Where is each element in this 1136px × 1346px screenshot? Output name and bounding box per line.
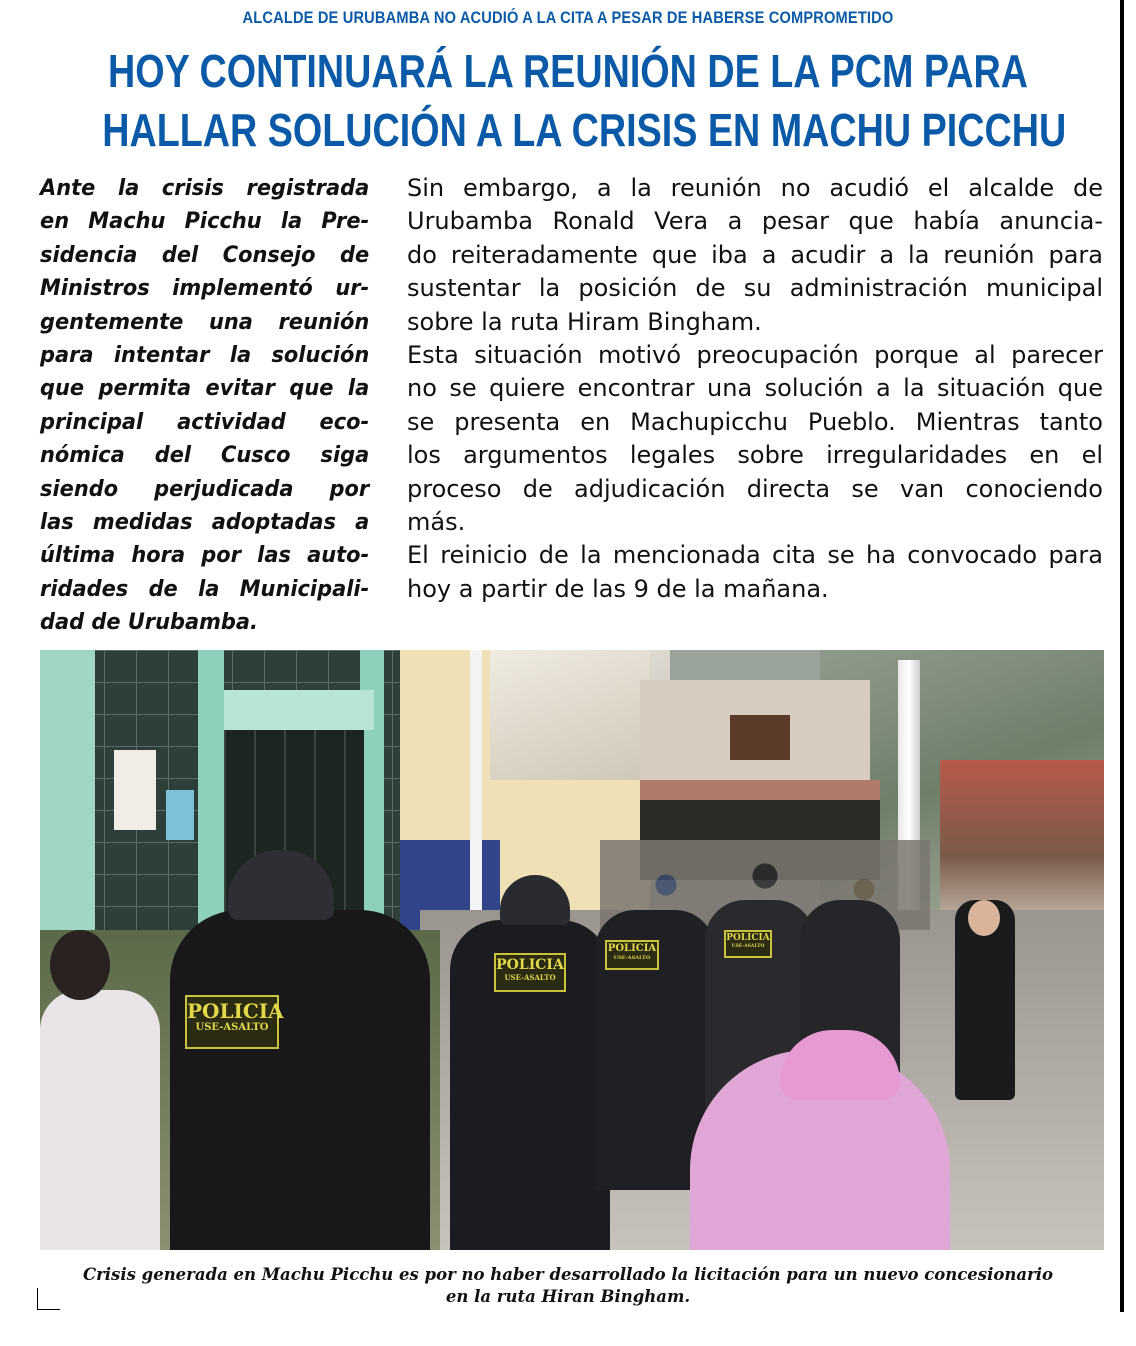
body-line: Urubamba Ronald Vera a pesar que había anuncia- — [407, 207, 1103, 236]
lead-line: las medidas adoptadas a — [40, 509, 370, 536]
caption-line-1: Crisis generada en Machu Picchu es por no haber desarrollado la licitación para un nuevo concesionario — [82, 1265, 1054, 1284]
body-line: do reiteradamente que iba a acudir a la reunión para — [407, 240, 1103, 269]
caption-line-2: en la ruta Hiran Bingham. — [445, 1287, 691, 1306]
lead-line: sidencia del Consejo de — [40, 241, 370, 268]
body-line: Sin embargo, a la reunión no acudió el alcalde de — [407, 174, 1103, 202]
headline-line-2: HALLAR SOLUCIÓN A LA CRISIS EN MACHU PICCHU — [102, 104, 1067, 156]
body-line: proceso de adjudicación directa se van conociendo — [407, 474, 1103, 503]
vest-badge: POLICIA USE-ASALTO — [605, 940, 659, 970]
body-line: se presenta en Machupicchu Pueblo. Mientras tanto — [407, 407, 1103, 436]
body-line: no se quiere encontrar una solución a la situación que — [407, 374, 1103, 403]
body-line: más. — [407, 508, 466, 537]
lead-line: Ante la crisis registrada — [40, 175, 370, 201]
lead-line: nómica del Cusco siga — [40, 442, 370, 469]
crop-mark — [37, 1288, 60, 1310]
photo-caption — [0, 1264, 1136, 1308]
vest-badge: POLICIA USE-ASALTO — [185, 995, 279, 1049]
lead-line: última hora por las auto- — [40, 542, 370, 569]
lead-line: siendo perjudicada por — [40, 475, 370, 502]
page-right-rule — [1120, 0, 1124, 1312]
body-line: sustentar la posición de su administración municipal — [407, 274, 1103, 303]
article-lead — [40, 172, 369, 640]
body-line: sobre la ruta Hiram Bingham. — [407, 307, 762, 336]
vest-badge: POLICIA USE-ASALTO — [494, 953, 566, 992]
vest-badge: POLICIA USE-ASALTO — [724, 930, 772, 958]
lead-line: principal actividad eco- — [40, 408, 370, 435]
body-line: El reinicio de la mencionada cita se ha convocado para — [407, 541, 1103, 570]
body-line: hoy a partir de las 9 de la mañana. — [407, 574, 829, 603]
article-body — [407, 172, 1107, 606]
article-photo — [40, 650, 1104, 1250]
article-kicker: ALCALDE DE URUBAMBA NO ACUDIÓ A LA CITA A PESAR DE HABERSE COMPROMETIDO — [242, 8, 894, 27]
headline-line-1: HOY CONTINUARÁ LA REUNIÓN DE LA PCM PARA — [108, 45, 1028, 97]
article-headline — [102, 42, 1067, 160]
lead-line: en Machu Picchu la Pre- — [40, 208, 370, 235]
lead-line: Ministros implementó ur- — [40, 275, 370, 302]
lead-line: gentemente una reunión — [40, 308, 370, 335]
lead-line: que permita evitar que la — [40, 375, 370, 402]
body-line: los argumentos legales sobre irregularidades en el — [407, 441, 1103, 470]
lead-line: para intentar la solución — [40, 342, 370, 369]
lead-line: dad de Urubamba. — [40, 609, 258, 636]
body-line: Esta situación motivó preocupación porque al parecer — [407, 341, 1103, 370]
lead-line: ridades de la Municipali- — [40, 575, 370, 602]
